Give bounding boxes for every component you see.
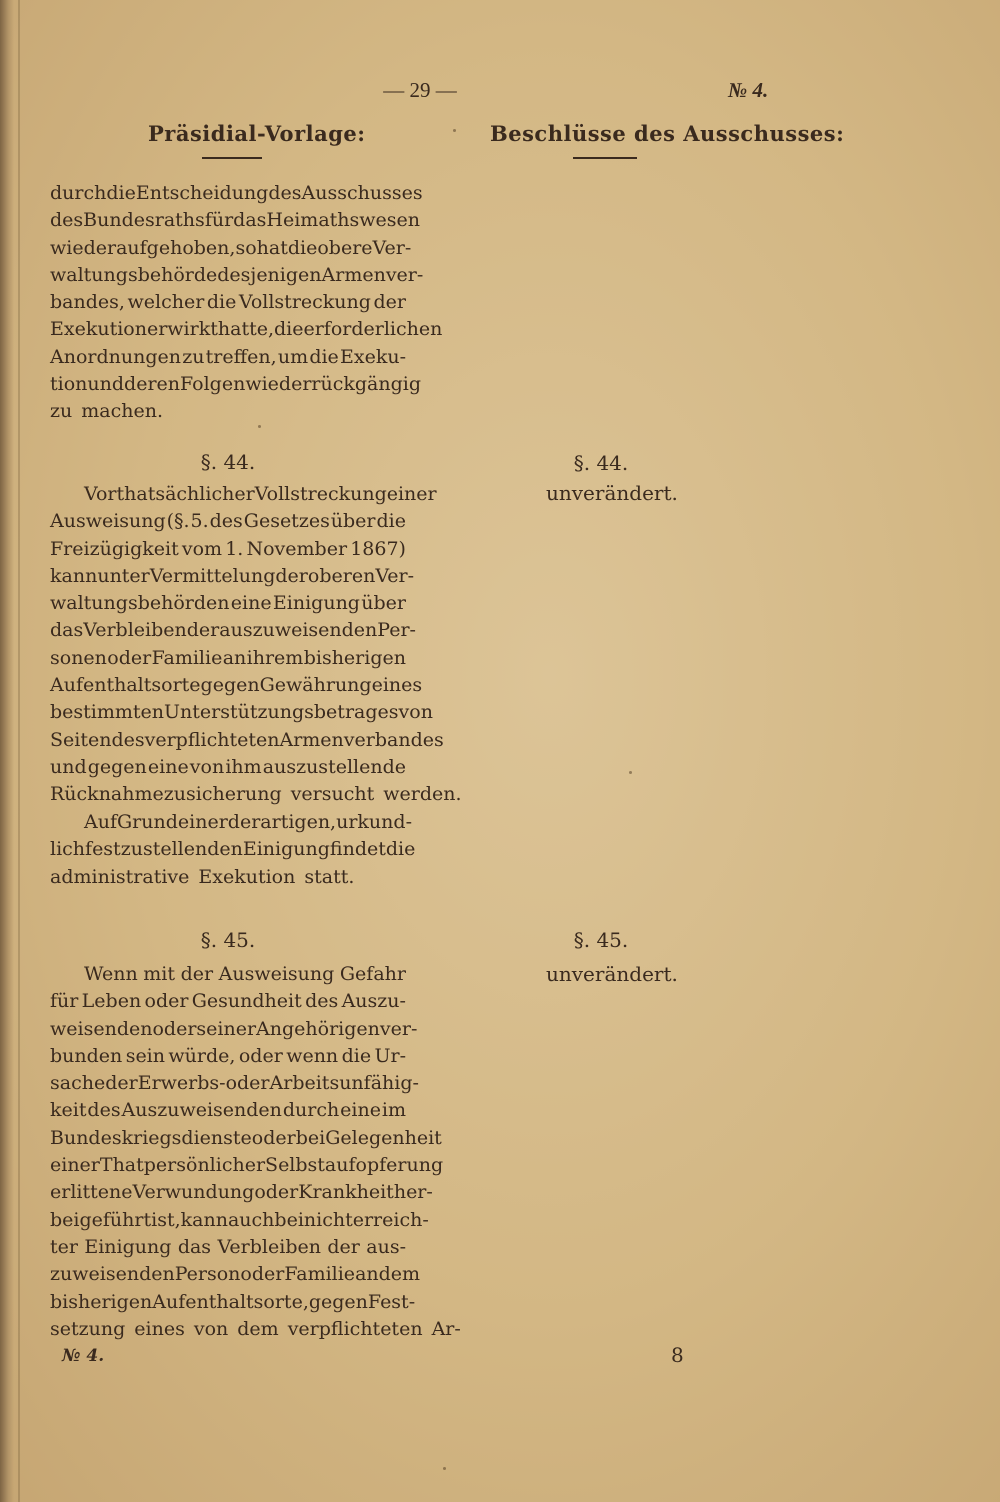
text-line: zuweisenden Person oder Familie an dem — [50, 1263, 421, 1286]
page-fold — [18, 0, 20, 1502]
text-line: des Bundesraths für das Heimathswesen — [50, 209, 421, 232]
text-line: Anordnungen zu treffen, um die Exeku- — [50, 345, 406, 368]
text-line: sonen oder Familie an ihrem bisherigen — [50, 646, 406, 669]
text-line: Vor thatsächlicher Vollstreckung einer — [84, 483, 437, 505]
section-44-paragraph-2 — [50, 809, 416, 891]
text-line: ter Einigung das Verbleiben der aus- — [50, 1235, 406, 1258]
text-line: und gegen eine von ihm auszustellende — [50, 755, 406, 778]
text-line: bandes, welcher die Vollstreckung der — [50, 291, 406, 314]
text-line: sache der Erwerbs- oder Arbeitsunfähig- — [50, 1072, 419, 1095]
intro-paragraph — [50, 180, 443, 426]
text-line: Exekution erwirkt hatte, die erforderlichen — [50, 318, 443, 341]
text-line: administrative Exekution statt. — [50, 865, 355, 888]
text-line: Wenn mit der Ausweisung Gefahr — [84, 963, 406, 985]
text-line: zu machen. — [50, 400, 163, 423]
text-line: das Verbleiben der auszuweisenden Per- — [50, 619, 416, 642]
document-number: № 4. — [728, 78, 769, 102]
text-line: für Leben oder Gesundheit des Auszu- — [50, 990, 406, 1013]
text-line: lich festzustellenden Einigung findet die — [50, 838, 416, 861]
right-column-heading: Beschlüsse des Ausschusses: — [490, 121, 845, 146]
right-heading-rule — [573, 157, 637, 159]
page-edge-shadow — [0, 0, 14, 1502]
page-number: — 29 — — [383, 78, 457, 102]
text-line: bisherigen Aufenthaltsorte, gegen Fest- — [50, 1290, 416, 1313]
paper-speck — [629, 771, 632, 774]
left-heading-rule — [202, 157, 262, 159]
paper-speck — [258, 425, 261, 428]
right-section-44-status: unverändert. — [546, 481, 678, 505]
text-line: weisenden oder seiner Angehörigen ver- — [50, 1017, 418, 1040]
right-section-45-status: unverändert. — [546, 962, 678, 986]
text-line: Bundeskriegsdienste oder bei Gelegenheit — [50, 1126, 442, 1149]
text-line: waltungsbehörden eine Einigung über — [50, 592, 406, 615]
right-section-44-title: §. 44. — [573, 451, 629, 475]
text-line: Ausweisung (§. 5. des Gesetzes über die — [50, 510, 406, 533]
text-line: kann unter Vermittelung der oberen Ver- — [50, 564, 415, 587]
text-line: beigeführt ist, kann auch bei nicht erreich- — [50, 1208, 429, 1231]
text-line: Rücknahmezusicherung versucht werden. — [50, 783, 462, 806]
text-line: keit des Auszuweisenden durch eine im — [50, 1099, 406, 1122]
right-section-45-title: §. 45. — [573, 928, 629, 952]
text-line: wieder aufgehoben, so hat die obere Ver- — [50, 236, 412, 259]
paper-speck — [443, 1467, 446, 1470]
text-line: bunden sein würde, oder wenn die Ur- — [50, 1044, 406, 1067]
text-line: durch die Entscheidung des Ausschusses — [50, 182, 423, 204]
text-line: einer That persönlicher Selbstaufopferung — [50, 1154, 444, 1177]
text-line: Auf Grund einer derartigen, urkund- — [84, 811, 412, 833]
text-line: setzung eines von dem verpflichteten Ar- — [50, 1317, 461, 1340]
left-column-heading: Präsidial-Vorlage: — [148, 121, 366, 146]
text-line: Aufenthaltsorte gegen Gewährung eines — [50, 674, 423, 697]
text-line: waltungsbehörde desjenigen Armenver- — [50, 263, 424, 286]
text-line: bestimmten Unterstützungsbetrages von — [50, 701, 433, 724]
section-45-text — [50, 961, 461, 1343]
text-line: Seiten des verpflichteten Armenverbandes — [50, 728, 444, 751]
footer-sheet-number: 8 — [671, 1343, 684, 1367]
section-45-title: §. 45. — [200, 928, 256, 952]
text-line: tion und deren Folgen wieder rückgängig — [50, 373, 422, 396]
text-line: erlittene Verwundung oder Krankheit her- — [50, 1181, 433, 1204]
text-line: Freizügigkeit vom 1. November 1867) — [50, 537, 406, 560]
section-44-title: §. 44. — [200, 450, 256, 474]
section-44-text — [50, 481, 462, 809]
footer-document-number: № 4. — [62, 1346, 105, 1366]
paper-speck — [453, 129, 456, 132]
